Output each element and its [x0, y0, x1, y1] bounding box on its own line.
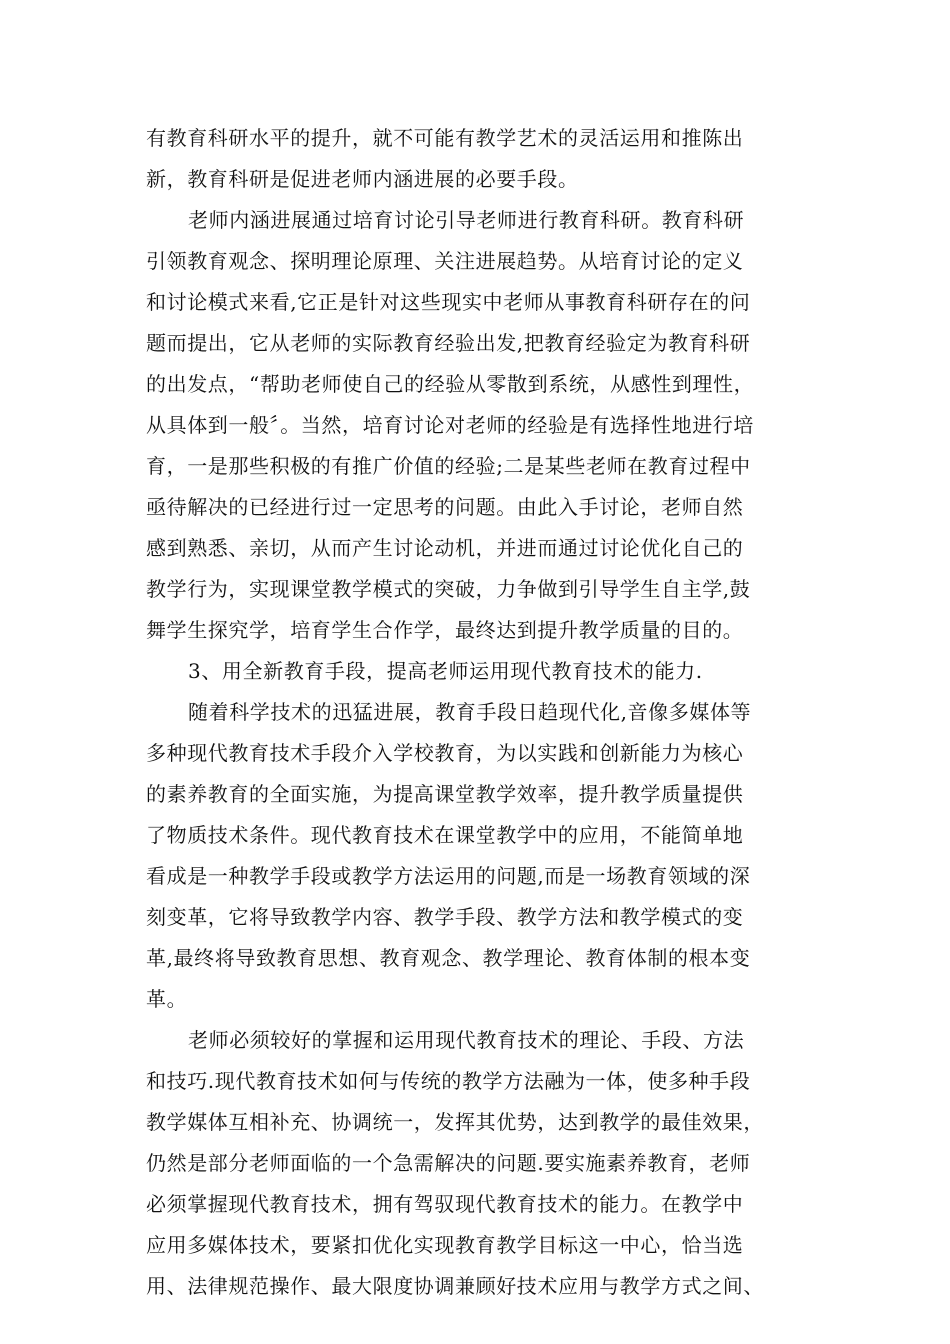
- section-heading: 3、用全新教育手段，提高老师运用现代教育技术的能力.: [188, 659, 703, 683]
- text-line-29: 用、法律规范操作、最大限度协调兼顾好技术应用与教学方式之间、: [146, 1274, 764, 1298]
- text-line-16: 多种现代教育技术手段介入学校教育，为以实践和创新能力为核心: [146, 741, 744, 765]
- text-line-7: 的出发点，“帮助老师使自己的经验从零散到系统，从感性到理性，: [146, 372, 755, 396]
- text-line-21: 革,最终将导致教育思想、教育观念、教学理论、教育体制的根本变: [146, 946, 751, 970]
- text-line-13: 舞学生探究学，培育学生合作学，最终达到提升教学质量的目的。: [146, 618, 744, 642]
- document-page: [146, 118, 816, 1307]
- text-line-6: 题而提出，它从老师的实际教育经验出发,把教育经验定为教育科研: [146, 331, 751, 355]
- text-line-25: 教学媒体互相补充、协调统一，发挥其优势，达到教学的最佳效果，: [146, 1110, 764, 1134]
- text-line-12: 教学行为，实现课堂教学模式的突破，力争做到引导学生自主学,鼓: [146, 577, 751, 601]
- text-line-8: 从具体到一般〞。当然，培育讨论对老师的经验是有选择性地进行培: [146, 413, 754, 437]
- text-line-3: 老师内涵进展通过培育讨论引导老师进行教育科研。教育科研: [188, 208, 745, 232]
- text-line-5: 和讨论模式来看,它正是针对这些现实中老师从事教育科研存在的问: [146, 290, 751, 314]
- text-line-20: 刻变革，它将导致教学内容、教学手段、教学方法和教学模式的变: [146, 905, 744, 929]
- text-line-22: 革。: [146, 987, 188, 1011]
- text-line-24: 和技巧.现代教育技术如何与传统的教学方法融为一体，使多种手段: [146, 1069, 751, 1093]
- text-line-11: 感到熟悉、亲切，从而产生讨论动机，并进而通过讨论优化自己的: [146, 536, 744, 560]
- text-line-9: 育，一是那些积极的有推广价值的经验;二是某些老师在教育过程中: [146, 454, 751, 478]
- text-line-15: 随着科学技术的迅猛进展，教育手段日趋现代化,音像多媒体等: [188, 700, 752, 724]
- text-line-27: 必须掌握现代教育技术，拥有驾驭现代教育技术的能力。在教学中: [146, 1192, 744, 1216]
- text-line-2: 新，教育科研是促进老师内涵进展的必要手段。: [146, 167, 579, 191]
- text-line-4: 引领教育观念、探明理论原理、关注进展趋势。从培育讨论的定义: [146, 249, 744, 273]
- text-line-23: 老师必须较好的掌握和运用现代教育技术的理论、手段、方法: [188, 1028, 745, 1052]
- text-line-28: 应用多媒体技术，要紧扣优化实现教育教学目标这一中心，恰当选: [146, 1233, 744, 1257]
- text-line-19: 看成是一种教学手段或教学方法运用的问题,而是一场教育领域的深: [146, 864, 751, 888]
- text-line-10: 亟待解决的已经进行过一定思考的问题。由此入手讨论，老师自然: [146, 495, 744, 519]
- text-line-1: 有教育科研水平的提升，就不可能有教学艺术的灵活运用和推陈出: [146, 126, 744, 150]
- text-line-17: 的素养教育的全面实施，为提高课堂教学效率，提升教学质量提供: [146, 782, 744, 806]
- text-line-26: 仍然是部分老师面临的一个急需解决的问题.要实施素养教育，老师: [146, 1151, 751, 1175]
- text-line-18: 了物质技术条件。现代教育技术在课堂教学中的应用，不能简单地: [146, 823, 744, 847]
